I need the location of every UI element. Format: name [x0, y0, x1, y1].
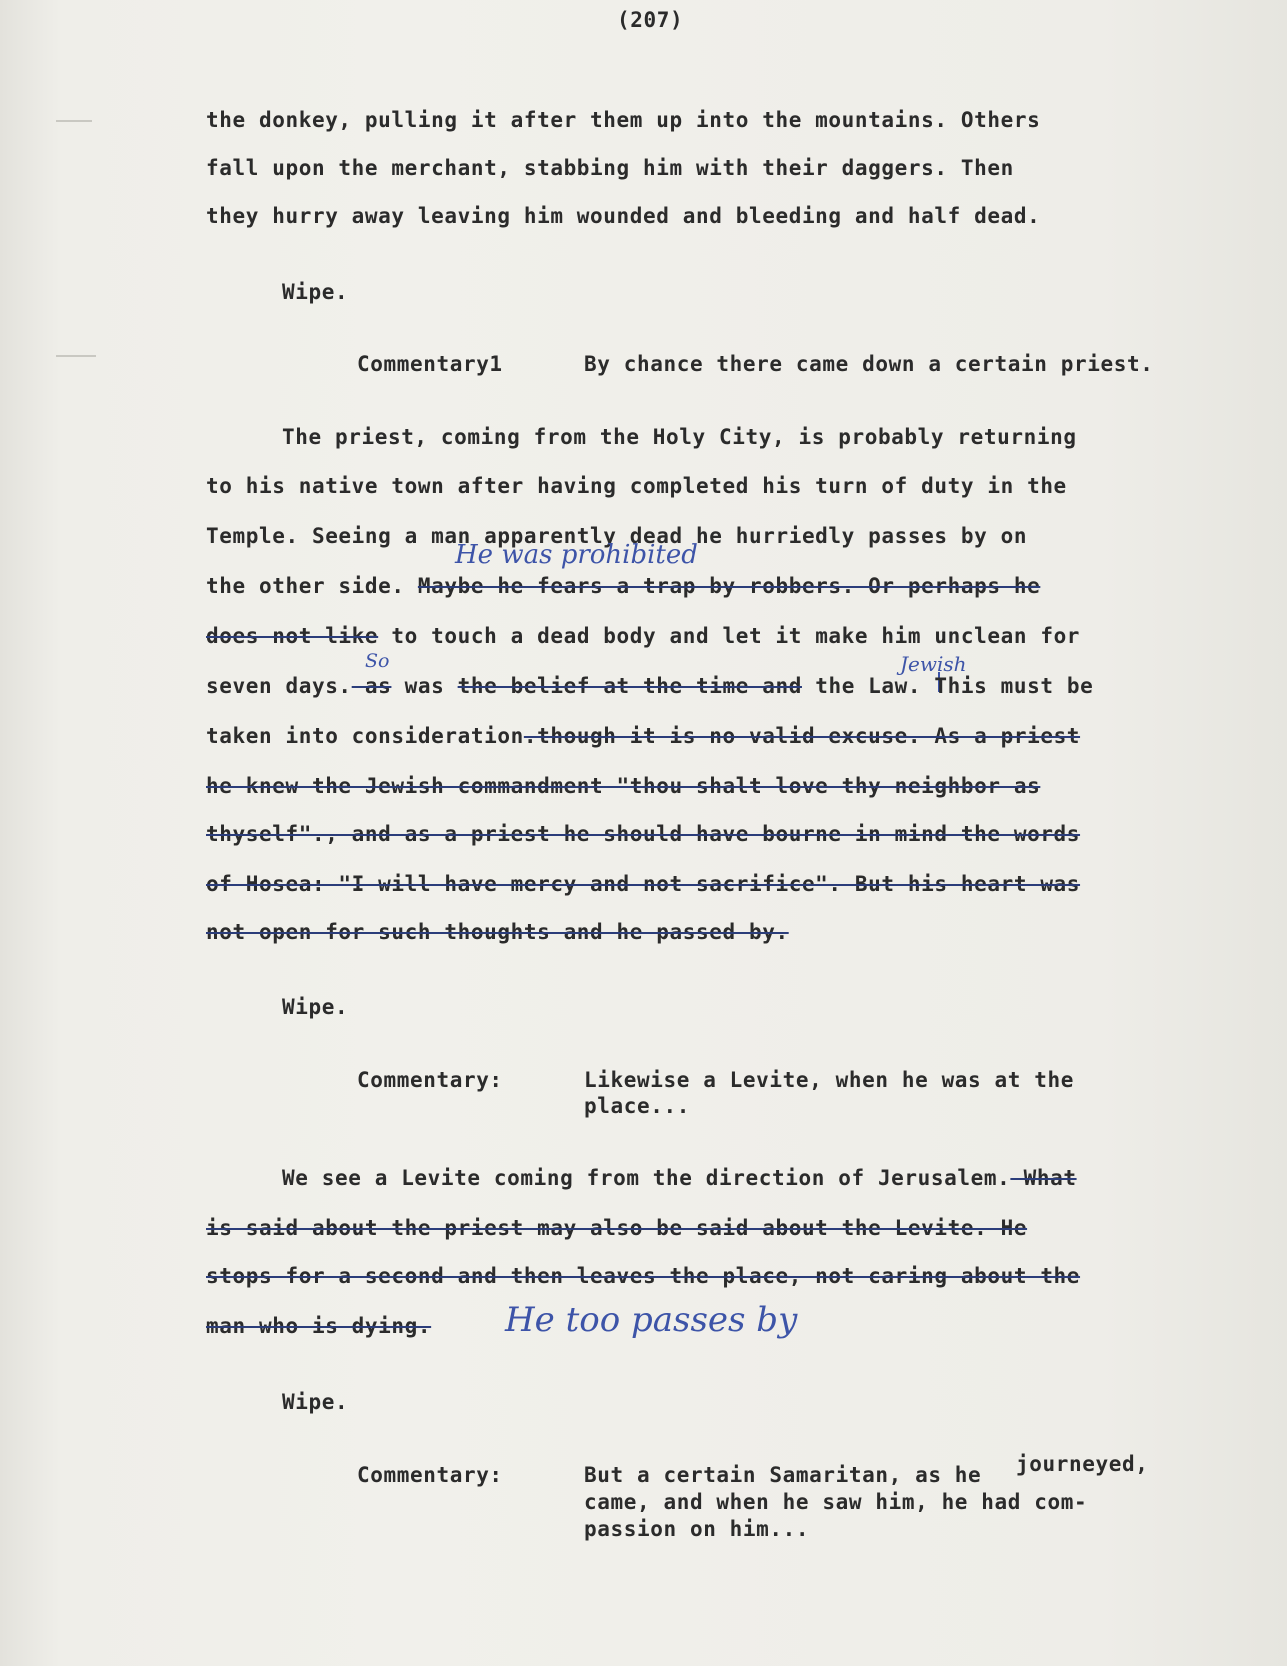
text-line: The priest, coming from the Holy City, is probably returning	[282, 425, 1077, 449]
commentary-label: Commentary:	[357, 1463, 503, 1487]
struck-text: the belief at the time and	[457, 674, 802, 698]
text-line	[206, 674, 1093, 698]
struck-text-line: not open for such thoughts and he passed by.	[206, 920, 789, 944]
text-line	[282, 1166, 1077, 1190]
text-line: Temple. Seeing a man apparently dead he hurriedly passes by on	[206, 524, 1028, 548]
commentary-text: place...	[584, 1094, 690, 1118]
wipe-direction: Wipe.	[282, 280, 349, 304]
text-segment: the other side.	[206, 574, 418, 598]
struck-text: does not like	[206, 624, 379, 648]
text-line	[206, 574, 1040, 598]
text-line: to his native town after having completed his turn of duty in the	[206, 474, 1067, 498]
text-line: the donkey, pulling it after them up into the mountains. Others	[206, 108, 1041, 132]
handwritten-insertion: He too passes by	[505, 1300, 798, 1340]
text-line: fall upon the merchant, stabbing him with their daggers. Then	[206, 156, 1014, 180]
commentary-text: By chance there came down a certain priest.	[584, 352, 1154, 376]
commentary-text: came, and when he saw him, he had com-	[584, 1490, 1088, 1514]
text-segment: seven days.	[206, 674, 352, 698]
wipe-direction: Wipe.	[282, 995, 349, 1019]
commentary-text: Likewise a Levite, when he was at the	[584, 1068, 1074, 1092]
handwritten-insertion: He was prohibited	[455, 540, 698, 570]
text-line	[206, 624, 1080, 648]
text-segment: the Law. This must be	[801, 674, 1094, 698]
commentary-text: But a certain Samaritan, as he	[584, 1463, 982, 1487]
edge-mark	[56, 355, 96, 357]
text-segment: to touch a dead body and let it make him unclean for	[378, 624, 1081, 648]
handwritten-insertion: Jewish	[900, 652, 967, 676]
struck-text: as	[351, 674, 392, 698]
struck-text-line: thyself"., and as a priest he should have bourne in mind the words	[206, 822, 1081, 846]
struck-text-line: stops for a second and then leaves the place, not caring about the	[206, 1264, 1081, 1288]
struck-text: man who is dying.	[206, 1314, 432, 1338]
struck-text-line: of Hosea: "I will have mercy and not sacrifice". But his heart was	[206, 872, 1081, 896]
struck-text-line: is said about the priest may also be said about the Levite. He	[206, 1216, 1028, 1240]
text-segment: We see a Levite coming from the direction of Jerusalem.	[282, 1166, 1011, 1190]
text-line	[206, 724, 1080, 748]
text-line: they hurry away leaving him wounded and bleeding and half dead.	[206, 204, 1041, 228]
edge-mark	[56, 120, 92, 122]
commentary-text: passion on him...	[584, 1517, 810, 1541]
commentary-text: journeyed,	[1016, 1452, 1149, 1476]
struck-text-line: he knew the Jewish commandment "thou shalt love thy neighbor as	[206, 774, 1041, 798]
text-segment: taken into consideration	[206, 724, 524, 748]
struck-text: .though it is no valid excuse. As a priest	[523, 724, 1081, 748]
handwritten-insertion: So	[365, 650, 390, 672]
page-number: (207)	[617, 8, 684, 32]
commentary-label: Commentary:	[357, 1068, 503, 1092]
text-segment: was	[391, 674, 458, 698]
struck-text: Maybe he fears a trap by robbers. Or perhaps he	[417, 574, 1041, 598]
commentary-label: Commentary1	[357, 352, 503, 376]
text-line	[206, 1314, 431, 1338]
struck-text: What	[1010, 1166, 1077, 1190]
wipe-direction: Wipe.	[282, 1390, 349, 1414]
